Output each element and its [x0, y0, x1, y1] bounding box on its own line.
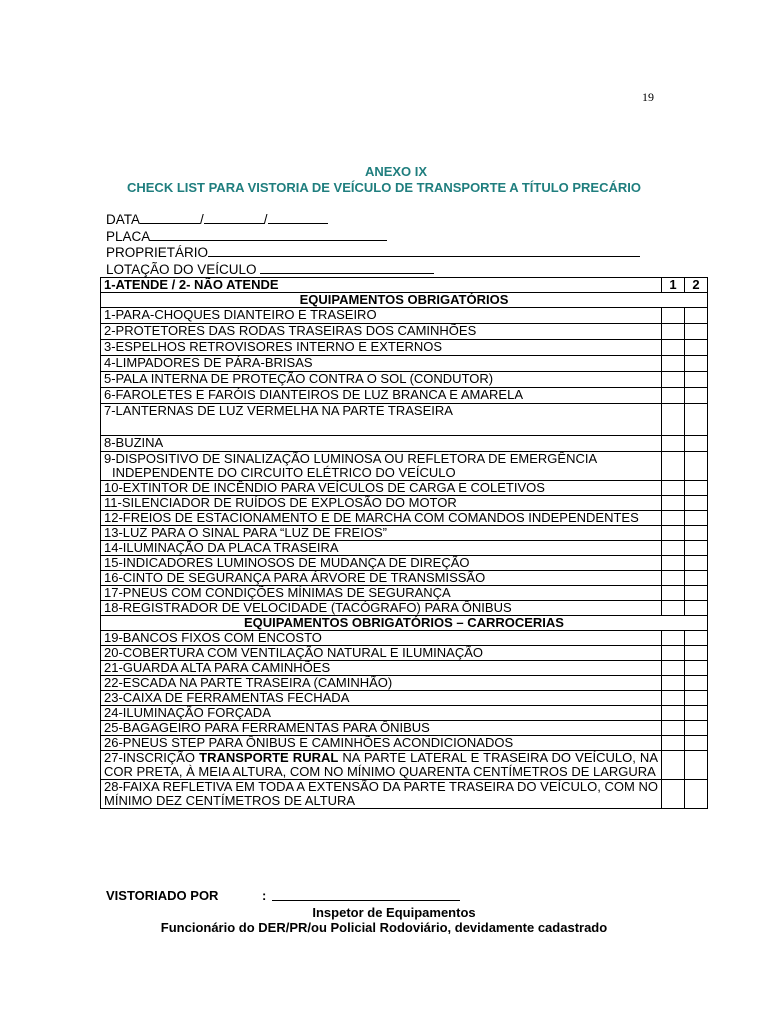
check-cell-1[interactable] — [662, 631, 685, 646]
check-cell-1[interactable] — [662, 736, 685, 751]
table-row — [101, 496, 708, 511]
item-label: 17-PNEUS COM CONDIÇÕES MÍNIMAS DE SEGURANÇA — [101, 586, 662, 601]
col-1-header: 1 — [662, 278, 685, 293]
item-label: 13-LUZ PARA O SINAL PARA “LUZ DE FREIOS” — [101, 526, 662, 541]
table-row — [101, 308, 708, 324]
check-cell-2[interactable] — [685, 511, 708, 526]
inspetor-text: Inspetor de Equipamentos — [312, 905, 476, 920]
item-27-rest: NA PARTE LATERAL E TRASEIRA DO VEÍCULO, NA COR PRETA, À MEIA ALTURA, COM NO MÍNIMO QUARENTA CENTÍMETROS DE LARGURA — [104, 750, 658, 779]
data-field — [106, 211, 640, 228]
check-cell-1[interactable] — [662, 436, 685, 452]
table-row — [101, 751, 708, 780]
check-cell-2[interactable] — [685, 436, 708, 452]
item-label: 18-REGISTRADOR DE VELOCIDADE (TACÓGRAFO) PARA ÔNIBUS — [101, 601, 662, 616]
section-title: EQUIPAMENTOS OBRIGATÓRIOS — [101, 293, 708, 308]
check-cell-2[interactable] — [685, 340, 708, 356]
item-label: 7-LANTERNAS DE LUZ VERMELHA NA PARTE TRASEIRA — [101, 404, 662, 436]
check-cell-2[interactable] — [685, 356, 708, 372]
table-row — [101, 388, 708, 404]
table-row — [101, 706, 708, 721]
table-row — [101, 372, 708, 388]
item-label: 8-BUZINA — [101, 436, 662, 452]
day-blank[interactable] — [140, 211, 200, 224]
item-label: 19-BANCOS FIXOS COM ENCOSTO — [101, 631, 662, 646]
section-row — [101, 293, 708, 308]
item-label: 16-CINTO DE SEGURANÇA PARA ÁRVORE DE TRANSMISSÃO — [101, 571, 662, 586]
item-label: 28-FAIXA REFLETIVA EM TODA A EXTENSÃO DA PARTE TRASEIRA DO VEÍCULO, COM NO MÍNIMO DEZ CENTÍMETROS DE ALTURA — [101, 780, 662, 809]
annex-title: ANEXO IX — [364, 164, 428, 179]
item-label: 26-PNEUS STEP PARA ÔNIBUS E CAMINHÕES ACONDICIONADOS — [101, 736, 662, 751]
month-blank[interactable] — [204, 211, 264, 224]
proprietario-field — [106, 244, 640, 261]
item-9-line1: 9-DISPOSITIVO DE SINALIZAÇÃO LUMINOSA OU REFLETORA DE EMERGÊNCIA — [104, 451, 598, 466]
legend-cell: 1-ATENDE / 2- NÃO ATENDE — [101, 278, 662, 293]
check-cell-2[interactable] — [685, 646, 708, 661]
table-row — [101, 691, 708, 706]
item-label: 11-SILENCIADOR DE RUÍDOS DE EXPLOSÃO DO MOTOR — [101, 496, 662, 511]
placa-label: PLACA — [106, 228, 151, 244]
item-label: 2-PROTETORES DAS RODAS TRASEIRAS DOS CAMINHÕES — [101, 324, 662, 340]
item-label: 20-COBERTURA COM VENTILAÇÃO NATURAL E ILUMINAÇÃO — [101, 646, 662, 661]
item-label: 21-GUARDA ALTA PARA CAMINHÕES — [101, 661, 662, 676]
check-cell-2[interactable] — [685, 372, 708, 388]
check-cell-1[interactable] — [662, 721, 685, 736]
check-cell-1[interactable] — [662, 356, 685, 372]
item-27-text: 27-INSCRIÇÃO — [104, 750, 200, 765]
table-row — [101, 736, 708, 751]
check-cell-1[interactable] — [662, 324, 685, 340]
check-cell-2[interactable] — [685, 751, 708, 780]
table-row — [101, 526, 708, 541]
placa-blank[interactable] — [150, 228, 387, 241]
check-cell-1[interactable] — [662, 372, 685, 388]
date-separator: / — [200, 212, 204, 227]
table-row — [101, 511, 708, 526]
table-row — [101, 601, 708, 616]
check-cell-1[interactable] — [662, 481, 685, 496]
checklist-table — [100, 277, 708, 809]
item-label: 25-BAGAGEIRO PARA FERRAMENTAS PARA ÔNIBUS — [101, 721, 662, 736]
check-cell-2[interactable] — [685, 496, 708, 511]
item-9-line2: INDEPENDENTE DO CIRCUITO ELÉTRICO DO VEÍCULO — [112, 465, 456, 480]
check-cell-1[interactable] — [662, 452, 685, 481]
item-label: 23-CAIXA DE FERRAMENTAS FECHADA — [101, 691, 662, 706]
table-row — [101, 571, 708, 586]
vistoriado-colon: : — [262, 888, 267, 903]
check-cell-2[interactable] — [685, 308, 708, 324]
check-cell-2[interactable] — [685, 571, 708, 586]
item-label: 6-FAROLETES E FARÓIS DIANTEIROS DE LUZ BRANCA E AMARELA — [101, 388, 662, 404]
check-cell-1[interactable] — [662, 556, 685, 571]
table-row — [101, 541, 708, 556]
inspector-role — [0, 905, 768, 935]
page-number: 19 — [642, 90, 654, 104]
check-cell-2[interactable] — [685, 452, 708, 481]
item-label: 10-EXTINTOR DE INCÊNDIO PARA VEÍCULOS DE CARGA E COLETIVOS — [101, 481, 662, 496]
placa-field — [106, 228, 640, 245]
table-row — [101, 721, 708, 736]
check-cell-2[interactable] — [685, 586, 708, 601]
check-cell-1[interactable] — [662, 586, 685, 601]
table-row — [101, 631, 708, 646]
check-cell-1[interactable] — [662, 541, 685, 556]
check-cell-1[interactable] — [662, 601, 685, 616]
check-cell-1[interactable] — [662, 661, 685, 676]
item-label: 4-LIMPADORES DE PÁRA-BRISAS — [101, 356, 662, 372]
item-label: 15-INDICADORES LUMINOSOS DE MUDANÇA DE DIREÇÃO — [101, 556, 662, 571]
year-blank[interactable] — [268, 211, 328, 224]
table-row — [101, 481, 708, 496]
check-cell-2[interactable] — [685, 706, 708, 721]
lotacao-blank[interactable] — [260, 261, 434, 274]
check-cell-2[interactable] — [685, 541, 708, 556]
check-cell-1[interactable] — [662, 646, 685, 661]
check-cell-1[interactable] — [662, 780, 685, 809]
check-cell-2[interactable] — [685, 661, 708, 676]
item-label: 14-ILUMINAÇÃO DA PLACA TRASEIRA — [101, 541, 662, 556]
table-header-row — [101, 278, 708, 293]
item-label — [101, 751, 662, 780]
table-row — [101, 661, 708, 676]
table-row — [101, 452, 708, 481]
check-cell-2[interactable] — [685, 556, 708, 571]
section-title: EQUIPAMENTOS OBRIGATÓRIOS – CARROCERIAS — [101, 616, 708, 631]
check-cell-1[interactable] — [662, 706, 685, 721]
item-label: 22-ESCADA NA PARTE TRASEIRA (CAMINHÃO) — [101, 676, 662, 691]
table-row — [101, 676, 708, 691]
lotacao-field — [106, 261, 640, 278]
section-row — [101, 616, 708, 631]
check-cell-2[interactable] — [685, 691, 708, 706]
table-row — [101, 324, 708, 340]
item-label: 12-FREIOS DE ESTACIONAMENTO E DE MARCHA COM COMANDOS INDEPENDENTES — [101, 511, 662, 526]
table-row — [101, 404, 708, 436]
check-cell-1[interactable] — [662, 308, 685, 324]
annex-subtitle: CHECK LIST PARA VISTORIA DE VEÍCULO DE TRANSPORTE A TÍTULO PRECÁRIO — [126, 180, 641, 195]
item-27-bold: TRANSPORTE RURAL — [199, 750, 339, 765]
table-row — [101, 780, 708, 809]
funcionario-text: Funcionário do DER/PR/ou Policial Rodoviário, devidamente cadastrado — [160, 920, 608, 935]
check-cell-2[interactable] — [685, 631, 708, 646]
check-cell-2[interactable] — [685, 324, 708, 340]
lotacao-label: LOTAÇÃO DO VEÍCULO — [106, 262, 257, 278]
item-label: 5-PALA INTERNA DE PROTEÇÃO CONTRA O SOL (CONDUTOR) — [101, 372, 662, 388]
proprietario-blank[interactable] — [208, 244, 640, 257]
check-cell-2[interactable] — [685, 736, 708, 751]
check-cell-2[interactable] — [685, 780, 708, 809]
check-cell-1[interactable] — [662, 571, 685, 586]
vistoriado-label: VISTORIADO POR — [106, 888, 219, 903]
check-cell-2[interactable] — [685, 404, 708, 436]
table-row — [101, 436, 708, 452]
item-label: 24-ILUMINAÇÃO FORÇADA — [101, 706, 662, 721]
check-cell-2[interactable] — [685, 388, 708, 404]
check-cell-1[interactable] — [662, 526, 685, 541]
signature-blank[interactable] — [272, 900, 460, 901]
table-row — [101, 356, 708, 372]
proprietario-label: PROPRIETÁRIO — [106, 245, 209, 261]
check-cell-1[interactable] — [662, 404, 685, 436]
vehicle-fields — [106, 211, 640, 278]
data-label: DATA — [106, 212, 141, 227]
table-row — [101, 646, 708, 661]
check-cell-1[interactable] — [662, 691, 685, 706]
table-row — [101, 556, 708, 571]
check-cell-1[interactable] — [662, 340, 685, 356]
item-label — [101, 452, 662, 481]
table-row — [101, 340, 708, 356]
item-label: 1-PARA-CHOQUES DIANTEIRO E TRASEIRO — [101, 308, 662, 324]
date-separator: / — [263, 212, 268, 227]
check-cell-2[interactable] — [685, 721, 708, 736]
check-cell-1[interactable] — [662, 388, 685, 404]
check-cell-2[interactable] — [685, 676, 708, 691]
check-cell-1[interactable] — [662, 511, 685, 526]
check-cell-1[interactable] — [662, 751, 685, 780]
check-cell-2[interactable] — [685, 601, 708, 616]
check-cell-2[interactable] — [685, 526, 708, 541]
col-2-header: 2 — [685, 278, 708, 293]
check-cell-2[interactable] — [685, 481, 708, 496]
check-cell-1[interactable] — [662, 676, 685, 691]
item-label: 3-ESPELHOS RETROVISORES INTERNO E EXTERNOS — [101, 340, 662, 356]
check-cell-1[interactable] — [662, 496, 685, 511]
table-row — [101, 586, 708, 601]
